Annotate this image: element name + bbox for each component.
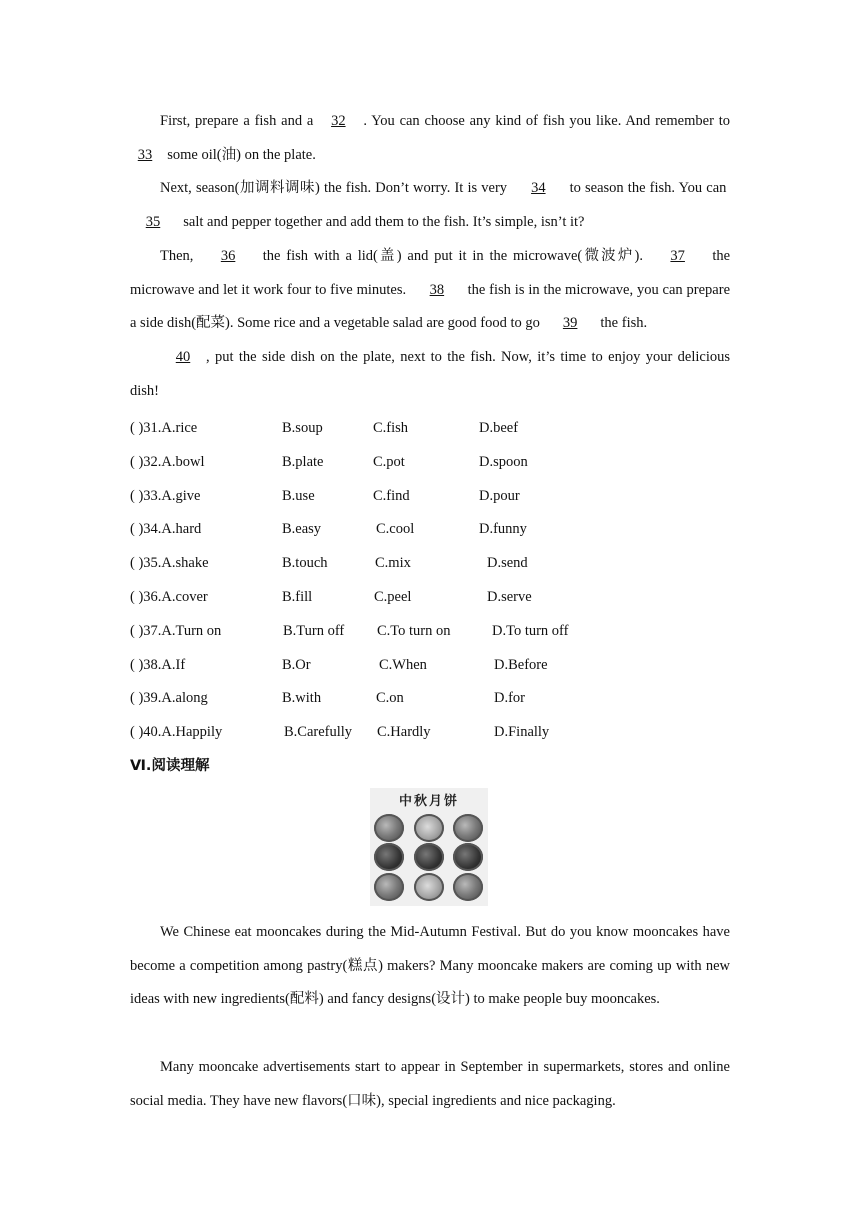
mooncake-illustration [453,843,483,871]
cloze-paragraph-2 [130,172,730,239]
reading-paragraph-2: Many mooncake advertisements start to appear in September in supermarkets, stores and online social media. They have new flavors(口味), special ingredients and nice packaging. [130,1059,730,1109]
blank-37: 37 [670,248,685,264]
cloze-paragraph-4 [130,341,730,408]
question-number: ( )31.A.rice [130,420,198,436]
blank-36: 36 [220,248,236,264]
option-b: B.soup [282,420,323,436]
cloze-text: some oil(油) on the plate. [167,146,316,163]
option-b: B.Turn off [283,622,345,639]
cloze-text: the fish with a lid(盖) and put it in the microwave(微波炉). [262,248,644,264]
option-c: C.cool [376,521,415,538]
option-d: D.for [494,690,526,707]
question-number: ( )36.A.cover [130,589,208,605]
option-d: D.funny [479,521,527,538]
option-d: D.spoon [479,453,528,470]
cloze-paragraph-1 [130,105,730,172]
blank-38: 38 [429,281,445,298]
option-b: B.use [282,487,315,504]
blank-34: 34 [531,180,546,196]
option-b: B.Or [282,656,311,673]
cloze-text: the fish is in the microwave, you can prepare a side dish(配菜). Some rice and a vegetable salad are good food to go [130,281,731,332]
option-b: B.Carefully [284,724,353,741]
option-b: B.plate [282,453,324,470]
blank-32: 32 [331,113,346,129]
cloze-text: Then, [160,248,194,264]
mooncake-illustration [453,814,483,842]
question-number: ( )33.A.give [130,487,201,504]
cloze-text: , put the side dish on the plate, next to the fish. Now, it’s time to enjoy your delicious dish! [130,349,730,399]
cloze-text: the fish. [600,315,648,332]
cloze-text: . You can choose any kind of fish you like. And remember to [363,113,730,129]
mooncake-illustration [453,873,483,901]
cloze-paragraph-3 [130,240,730,341]
option-d: D.Finally [494,724,550,741]
mooncake-illustration [414,873,444,901]
cloze-text: Next, season(加调料调味) the fish. Don’t worry. It is very [160,180,508,196]
option-d: D.beef [479,420,519,436]
blank-33: 33 [137,146,153,163]
option-d: D.pour [479,487,520,504]
mooncake-illustration [374,873,404,901]
option-c: C.To turn on [377,622,451,639]
mooncake-illustration [414,843,444,871]
option-c: C.peel [374,589,412,605]
option-d: D.send [487,555,528,572]
option-b: B.with [282,690,322,707]
question-number: ( )37.A.Turn on [130,622,222,639]
option-d: D.To turn off [492,622,569,639]
blank-35: 35 [145,213,161,230]
option-c: C.fish [373,420,409,436]
option-c: C.find [373,487,410,504]
option-c: C.pot [373,453,405,470]
mooncake-illustration [374,814,404,842]
mooncake-illustration [414,814,444,842]
option-d: D.Before [494,656,548,673]
question-number: ( )39.A.along [130,690,208,707]
cloze-text: First, prepare a fish and a [160,113,314,129]
cloze-text: salt and pepper together and add them to the fish. It’s simple, isn’t it? [183,213,585,230]
question-number: ( )35.A.shake [130,555,209,572]
option-b: B.easy [282,521,322,538]
option-c: C.Hardly [377,724,431,741]
blank-40: 40 [175,349,191,365]
mooncake-image [370,788,488,906]
option-b: B.touch [282,555,328,572]
option-c: C.mix [375,555,411,572]
image-caption: 中秋月饼 [398,794,459,809]
section-title: Ⅵ.阅读理解 [130,758,210,774]
option-c: C.When [379,656,427,673]
mooncake-illustration [374,843,404,871]
blank-39: 39 [562,315,578,332]
question-number: ( )32.A.bowl [130,453,205,470]
question-number: ( )40.A.Happily [130,724,223,741]
question-number: ( )34.A.hard [130,521,202,538]
cloze-text: the microwave and let it work four to five minutes. [130,248,731,298]
cloze-text: to season the fish. You can [569,180,727,196]
option-c: C.on [376,690,404,707]
option-b: B.fill [282,589,313,605]
option-d: D.serve [487,589,532,605]
question-number: ( )38.A.If [130,656,186,673]
reading-paragraph-1: We Chinese eat mooncakes during the Mid-Autumn Festival. But do you know mooncakes have become a competition among pastry(糕点) makers? Many mooncake makers are coming up with new ideas with new ingredients(配料) and fancy designs(设计) to make people buy mooncakes. [130,924,730,1008]
